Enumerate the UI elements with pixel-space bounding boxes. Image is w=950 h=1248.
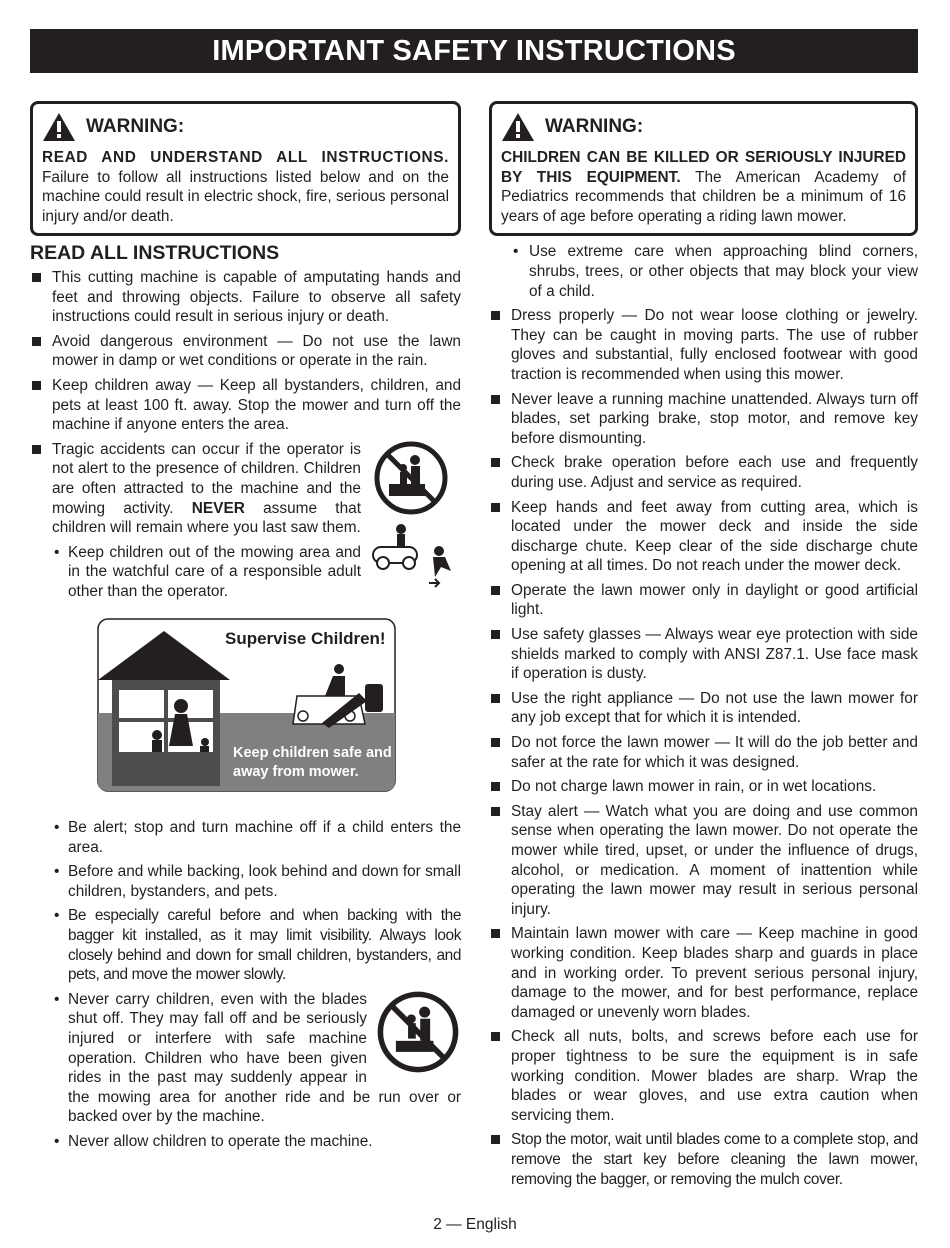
warning-triangle-icon: [42, 112, 76, 142]
warning-triangle-icon: [501, 112, 535, 142]
warning-title: WARNING:: [86, 116, 185, 138]
tragic-text-end: assume that children will remain where you last saw them.: [52, 499, 361, 537]
poster-caption: away from mower.: [233, 764, 359, 781]
page-banner: IMPORTANT SAFETY INSTRUCTIONS: [30, 29, 918, 73]
no-child-passengers-icon: [375, 990, 461, 1074]
sub-item: • Be alert; stop and turn machine off if a child enters the area.: [30, 818, 461, 857]
no-riders-icon: [373, 440, 449, 516]
warning-title: WARNING:: [545, 116, 644, 138]
sub-item: • Before and while backing, look behind and down for small children, bystanders, and pets.: [30, 862, 461, 901]
right-column: [489, 101, 918, 1194]
list-item: Do not charge lawn mower in rain, or in wet locations.: [489, 777, 918, 797]
poster-title: Supervise Children!: [225, 629, 386, 649]
list-item: Keep hands and feet away from cutting area, which is located under the mower deck and inside the side discharge chute. Keep clear of the side discharge chute opening at all times. Do not reach under the mower deck.: [489, 498, 918, 576]
sub-item: [30, 990, 461, 1127]
list-item: Keep children away — Keep all bystanders, children, and pets at least 100 ft. away. Stop the mower and turn off the machine if anyone enters the area.: [30, 376, 461, 435]
never-emphasis: NEVER: [191, 499, 245, 517]
warning-text: The American Academy of Pediatrics recommends that children be a minimum of 16 years of age before operating a riding lawn mower.: [501, 168, 906, 225]
list-item: Use safety glasses — Always wear eye protection with side shields marked to comply with ANSI Z87.1. Use face mask if operation is dusty.: [489, 625, 918, 684]
section-heading: READ ALL INSTRUCTIONS: [30, 242, 280, 265]
tragic-text: Tragic accidents can occur if the operator is not alert to the presence of children. Children are often attracted to the machine and the mowing activity.: [52, 440, 361, 517]
warning-bold: CHILDREN CAN BE KILLED OR SERIOUSLY INJURED BY THIS EQUIPMENT.: [501, 149, 906, 186]
left-column: [30, 101, 461, 1157]
list-item: Stay alert — Watch what you are doing and use common sense when operating the lawn mower. Do not operate the mower while tired, upset, or under the influence of drugs, alcohol, or medication. A moment of inattention while operating the lawn mower may result in serious personal injury.: [489, 802, 918, 920]
list-item: Operate the lawn mower only in daylight or good artificial light.: [489, 581, 918, 620]
list-item: Dress properly — Do not wear loose clothing or jewelry. They can be caught in moving parts. The use of rubber gloves and substantial, fully enclosed footwear with good traction is recommended when using this mower.: [489, 306, 918, 384]
poster-caption: Keep children safe and: [233, 745, 392, 762]
warning-box: [489, 101, 918, 236]
sub-item: • Never allow children to operate the machine.: [30, 1132, 461, 1152]
list-item: Avoid dangerous environment — Do not use the lawn mower in damp or wet conditions or operate in the rain.: [30, 332, 461, 371]
list-item: Stop the motor, wait until blades come to a complete stop, and remove the start key before cleaning the lawn mower, removing the bagger, or removing the mulch cover.: [489, 1130, 918, 1189]
list-item: Use the right appliance — Do not use the lawn mower for any job except that for which it is intended.: [489, 689, 918, 728]
warning-box: [30, 101, 461, 236]
sub-item: • Use extreme care when approaching blind corners, shrubs, trees, or other objects that may block your view of a child.: [489, 242, 918, 301]
list-item: [30, 440, 461, 538]
sub-item: • Be especially careful before and when backing with the bagger kit installed, as it may limit visibility. Always look closely behind and down for small children, bystanders, and pets, and move the mower slowly.: [30, 906, 461, 984]
warning-text: Failure to follow all instructions listed below and on the machine could result in electric shock, fire, serious personal injury and/or death.: [42, 168, 449, 225]
list-item: Maintain lawn mower with care — Keep machine in good working condition. Keep blades sharp and guards in place and in working order. To prevent serious personal injury, damage to the mower, and for best performance, replace damaged or unevenly worn blades.: [489, 924, 918, 1022]
supervise-children-poster: [97, 618, 396, 792]
list-item: Check all nuts, bolts, and screws before each use for proper tightness to be sure the equipment is in safe working condition. Mower blades are sharp. Wrap the blades or wear gloves, and use extra caution when servicing them.: [489, 1027, 918, 1125]
warning-bold: READ AND UNDERSTAND ALL INSTRUCTIONS.: [42, 149, 449, 166]
never-carry-text: Never carry children, even with the blades shut off. They may fall off and be seriously injured or interfere with safe machine operation. Children who have been given rides in the past may suddenly appear in the mowing area for another ride and be run over or backed over by the machine.: [68, 990, 461, 1126]
list-item: This cutting machine is capable of amputating hands and feet and throwing objects. Failure to observe all safety instructions could result in serious injury or death.: [30, 268, 461, 327]
list-item: Check brake operation before each use and frequently during use. Adjust and service as required.: [489, 453, 918, 492]
sub-item: • Keep children out of the mowing area and in the watchful care of a responsible adult other than the operator.: [30, 543, 461, 602]
page-footer: 2 — English: [433, 1216, 517, 1233]
list-item: Do not force the lawn mower — It will do the job better and safer at the rate for which it was designed.: [489, 733, 918, 772]
list-item: Never leave a running machine unattended. Always turn off blades, set parking brake, stop motor, and remove key before dismounting.: [489, 390, 918, 449]
